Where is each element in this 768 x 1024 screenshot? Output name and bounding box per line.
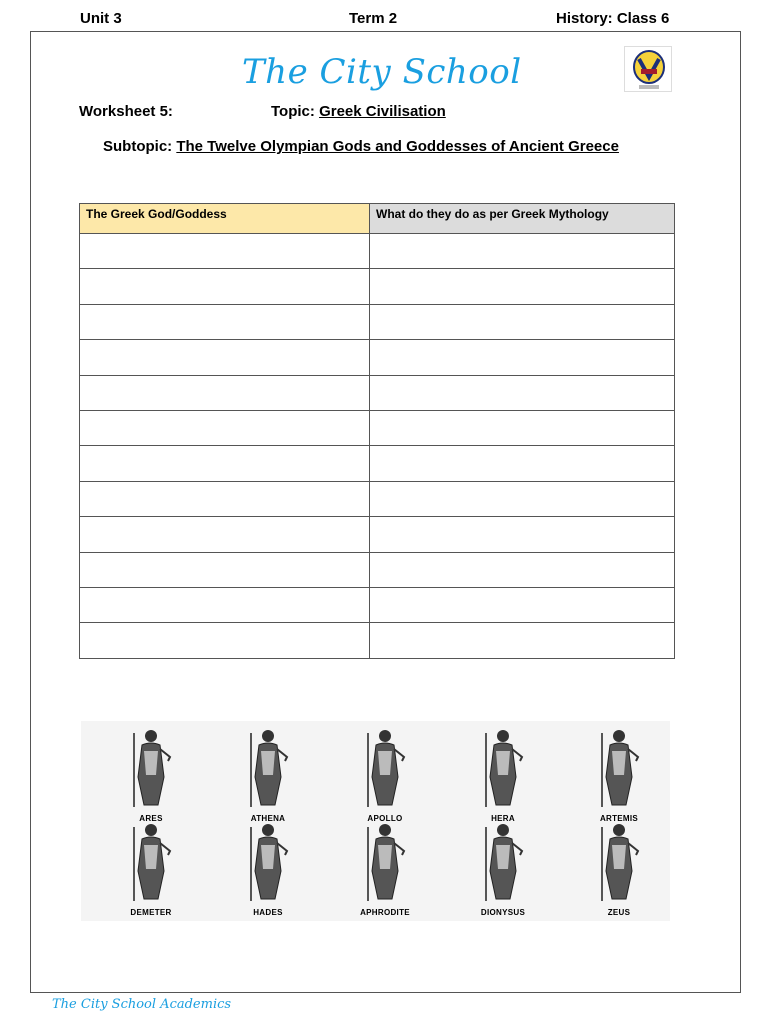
god-name-cell[interactable] bbox=[80, 587, 370, 622]
god-name: HADES bbox=[253, 908, 283, 917]
god-name: DIONYSUS bbox=[480, 908, 526, 917]
god-role-cell[interactable] bbox=[370, 340, 675, 375]
god-role-cell[interactable] bbox=[370, 375, 675, 410]
topic-line bbox=[271, 103, 446, 120]
god-figure bbox=[216, 727, 320, 823]
god-name-cell[interactable] bbox=[80, 410, 370, 445]
god-name: ARES bbox=[139, 814, 163, 823]
god-figure bbox=[99, 821, 203, 917]
god-name: APHRODITE bbox=[360, 908, 410, 917]
table-row bbox=[80, 304, 675, 339]
greek-statue-icon bbox=[478, 821, 528, 903]
god-name: APOLLO bbox=[367, 814, 403, 823]
table-row bbox=[80, 375, 675, 410]
god-role-cell[interactable] bbox=[370, 517, 675, 552]
god-name-cell[interactable] bbox=[80, 446, 370, 481]
god-name: ARTEMIS bbox=[599, 814, 639, 823]
greek-statue-icon bbox=[243, 821, 293, 903]
god-role-cell[interactable] bbox=[370, 304, 675, 339]
subject-label: History: Class 6 bbox=[556, 10, 670, 27]
greek-statue-icon bbox=[478, 727, 528, 809]
table-row bbox=[80, 234, 675, 269]
table-row bbox=[80, 587, 675, 622]
god-name: HERA bbox=[491, 814, 515, 823]
god-name-cell[interactable] bbox=[80, 481, 370, 516]
god-figure bbox=[451, 821, 555, 917]
god-name-cell[interactable] bbox=[80, 234, 370, 269]
table-row bbox=[80, 481, 675, 516]
god-name-cell[interactable] bbox=[80, 340, 370, 375]
greek-statue-icon bbox=[594, 821, 644, 903]
greek-statue-icon bbox=[243, 727, 293, 809]
greek-statue-icon bbox=[594, 727, 644, 809]
greek-statue-icon bbox=[360, 821, 410, 903]
table-row bbox=[80, 446, 675, 481]
greek-statue-icon bbox=[360, 727, 410, 809]
topic-label: Topic: bbox=[271, 103, 315, 120]
topic-value: Greek Civilisation bbox=[319, 103, 446, 120]
gods-illustration bbox=[81, 721, 670, 921]
god-role-cell[interactable] bbox=[370, 410, 675, 445]
greek-statue-icon bbox=[126, 821, 176, 903]
god-name-cell[interactable] bbox=[80, 517, 370, 552]
table-row bbox=[80, 410, 675, 445]
table-row bbox=[80, 340, 675, 375]
god-figure bbox=[451, 727, 555, 823]
school-crest-icon bbox=[625, 47, 673, 93]
god-name: ATHENA bbox=[250, 814, 286, 823]
god-figure bbox=[567, 821, 671, 917]
table-row bbox=[80, 623, 675, 658]
god-role-cell[interactable] bbox=[370, 234, 675, 269]
footer-text: The City School Academics bbox=[52, 997, 232, 1012]
god-role-cell[interactable] bbox=[370, 446, 675, 481]
god-figure bbox=[333, 821, 437, 917]
god-name-cell[interactable] bbox=[80, 623, 370, 658]
god-role-cell[interactable] bbox=[370, 587, 675, 622]
school-logo bbox=[624, 46, 672, 92]
school-title: The City School bbox=[242, 52, 522, 92]
god-figure bbox=[216, 821, 320, 917]
god-name-cell[interactable] bbox=[80, 269, 370, 304]
term-label: Term 2 bbox=[349, 10, 398, 27]
greek-statue-icon bbox=[126, 727, 176, 809]
god-figure bbox=[567, 727, 671, 823]
god-name: ZEUS bbox=[607, 908, 631, 917]
god-role-cell[interactable] bbox=[370, 623, 675, 658]
worksheet-label: Worksheet 5: bbox=[79, 103, 173, 120]
unit-label: Unit 3 bbox=[80, 10, 122, 27]
subtopic-label: Subtopic: bbox=[103, 138, 173, 155]
god-figure bbox=[99, 727, 203, 823]
god-name-cell[interactable] bbox=[80, 375, 370, 410]
god-role-cell[interactable] bbox=[370, 481, 675, 516]
god-figure bbox=[333, 727, 437, 823]
table-row bbox=[80, 269, 675, 304]
god-role-cell[interactable] bbox=[370, 552, 675, 587]
god-name-cell[interactable] bbox=[80, 552, 370, 587]
god-name: DEMETER bbox=[130, 908, 172, 917]
subtopic-value: The Twelve Olympian Gods and Goddesses of Ancient Greece bbox=[176, 138, 619, 155]
subtopic-line bbox=[103, 138, 619, 155]
header-god: The Greek God/Goddess bbox=[80, 204, 370, 234]
header-role: What do they do as per Greek Mythology bbox=[370, 204, 675, 234]
table-row bbox=[80, 517, 675, 552]
table-row bbox=[80, 552, 675, 587]
gods-table bbox=[79, 203, 675, 659]
table-header-row bbox=[80, 204, 675, 234]
god-name-cell[interactable] bbox=[80, 304, 370, 339]
god-role-cell[interactable] bbox=[370, 269, 675, 304]
